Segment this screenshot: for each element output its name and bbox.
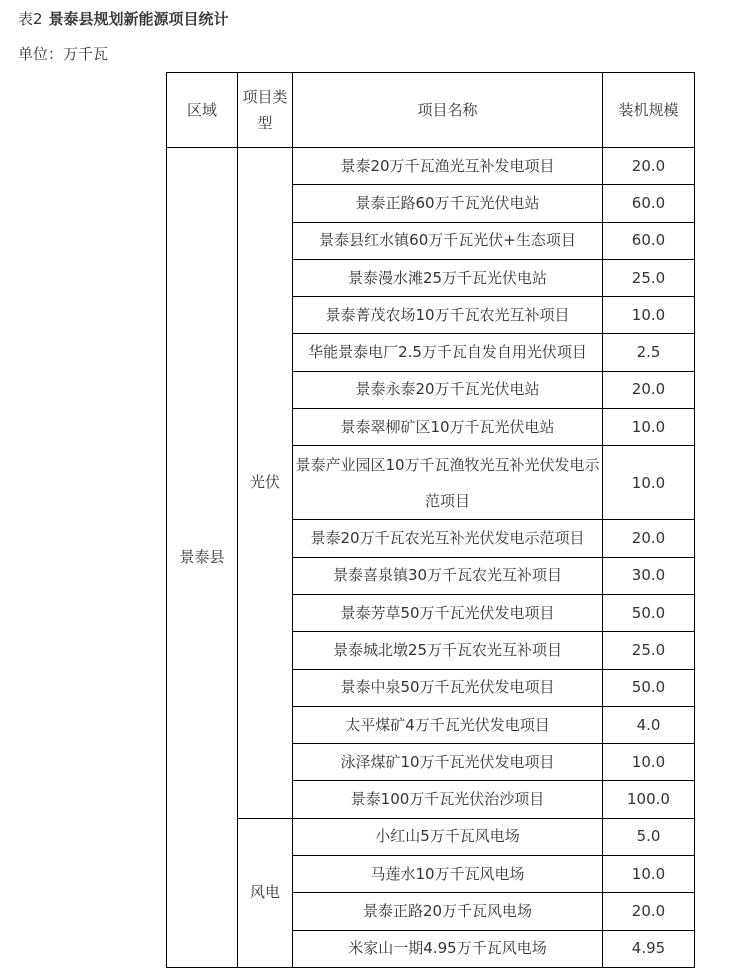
project-name-cell: 景泰20万千瓦农光互补光伏发电示范项目: [293, 520, 603, 557]
capacity-cell: 10.0: [603, 744, 695, 781]
project-name-cell: 景泰正路20万千瓦风电场: [293, 893, 603, 930]
capacity-cell: 50.0: [603, 669, 695, 706]
capacity-cell: 10.0: [603, 446, 695, 520]
capacity-cell: 50.0: [603, 594, 695, 631]
project-name-cell: 景泰中泉50万千瓦光伏发电项目: [293, 669, 603, 706]
projects-table: [166, 72, 695, 968]
table-number: 表2: [18, 10, 43, 28]
capacity-cell: 20.0: [603, 148, 695, 185]
project-name-cell: 景泰菁茂农场10万千瓦农光互补项目: [293, 297, 603, 334]
project-name-cell: 小红山5万千瓦风电场: [293, 818, 603, 855]
capacity-cell: 60.0: [603, 222, 695, 259]
project-name-cell: 景泰100万千瓦光伏治沙项目: [293, 781, 603, 818]
region-cell: 景泰县: [167, 148, 238, 968]
type-cell: 光伏: [238, 148, 293, 819]
project-name-cell: 景泰永泰20万千瓦光伏电站: [293, 371, 603, 408]
project-name-cell: 景泰产业园区10万千瓦渔牧光互补光伏发电示范项目: [293, 446, 603, 520]
table-caption: [18, 9, 229, 29]
capacity-cell: 20.0: [603, 893, 695, 930]
header-capacity: 装机规模: [603, 73, 695, 148]
capacity-cell: 25.0: [603, 632, 695, 669]
project-name-cell: 景泰20万千瓦渔光互补发电项目: [293, 148, 603, 185]
project-name-cell: 景泰县红水镇60万千瓦光伏+生态项目: [293, 222, 603, 259]
capacity-cell: 2.5: [603, 334, 695, 371]
project-name-cell: 泳泽煤矿10万千瓦光伏发电项目: [293, 744, 603, 781]
project-name-cell: 景泰喜泉镇30万千瓦农光互补项目: [293, 557, 603, 594]
capacity-cell: 4.95: [603, 930, 695, 967]
capacity-cell: 10.0: [603, 856, 695, 893]
project-name-cell: 马莲水10万千瓦风电场: [293, 856, 603, 893]
header-region: 区域: [167, 73, 238, 148]
capacity-cell: 10.0: [603, 297, 695, 334]
project-name-cell: 景泰漫水滩25万千瓦光伏电站: [293, 259, 603, 296]
header-name: 项目名称: [293, 73, 603, 148]
capacity-cell: 4.0: [603, 706, 695, 743]
header-type: 项目类型: [238, 73, 293, 148]
capacity-cell: 100.0: [603, 781, 695, 818]
table-body: [167, 148, 695, 968]
header-row: [167, 73, 695, 148]
project-name-cell: 太平煤矿4万千瓦光伏发电项目: [293, 706, 603, 743]
project-name-cell: 景泰正路60万千瓦光伏电站: [293, 185, 603, 222]
project-name-cell: 景泰城北墩25万千瓦农光互补项目: [293, 632, 603, 669]
project-name-cell: 米家山一期4.95万千瓦风电场: [293, 930, 603, 967]
project-name-cell: 景泰芳草50万千瓦光伏发电项目: [293, 594, 603, 631]
table-title: 景泰县规划新能源项目统计: [48, 10, 229, 28]
project-name-cell: 华能景泰电厂2.5万千瓦自发自用光伏项目: [293, 334, 603, 371]
unit-label: 单位：万千瓦: [18, 45, 109, 63]
capacity-cell: 10.0: [603, 409, 695, 446]
capacity-cell: 20.0: [603, 520, 695, 557]
capacity-cell: 25.0: [603, 259, 695, 296]
type-cell: 风电: [238, 818, 293, 967]
capacity-cell: 60.0: [603, 185, 695, 222]
table-row: [167, 148, 695, 185]
capacity-cell: 20.0: [603, 371, 695, 408]
table-row: [167, 818, 695, 855]
capacity-cell: 30.0: [603, 557, 695, 594]
project-name-cell: 景泰翠柳矿区10万千瓦光伏电站: [293, 409, 603, 446]
capacity-cell: 5.0: [603, 818, 695, 855]
